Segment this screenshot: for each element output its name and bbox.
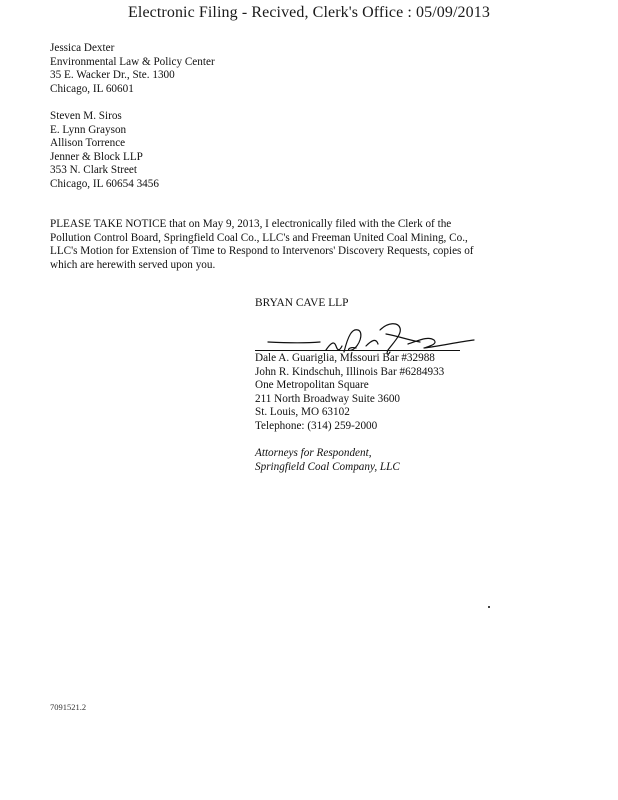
recipient-name: E. Lynn Grayson — [50, 123, 127, 136]
law-firm-name: BRYAN CAVE LLP — [255, 297, 349, 309]
client-name: Springfield Coal Company, LLC — [255, 460, 400, 473]
recipient-city: Chicago, IL 60654 3456 — [50, 177, 159, 190]
recipient-street: 35 E. Wacker Dr., Ste. 1300 — [50, 69, 175, 82]
signature-block — [255, 352, 444, 434]
attorney-name: John R. Kindschuh, Illinois Bar #6284933 — [255, 365, 445, 378]
recipient-organization: Jenner & Block LLP — [50, 150, 143, 163]
firm-city: St. Louis, MO 63102 — [255, 406, 350, 419]
firm-telephone: Telephone: (314) 259-2000 — [255, 419, 378, 432]
notice-line: PLEASE TAKE NOTICE that on May 9, 2013, I electronically filed with the Clerk of the — [50, 218, 452, 230]
notice-line: LLC's Motion for Extension of Time to Respond to Intervenors' Discovery Requests, copies of — [50, 245, 474, 258]
firm-address: 211 North Broadway Suite 3600 — [255, 392, 401, 405]
recipient-street: 353 N. Clark Street — [50, 164, 137, 177]
attorneys-for-block — [255, 447, 400, 474]
document-number: 7091521.2 — [50, 702, 87, 712]
filing-stamp-header: Electronic Filing - Recived, Clerk's Office : 05/09/2013 — [128, 4, 490, 21]
recipient-block-jenner — [50, 110, 159, 192]
firm-address: One Metropolitan Square — [255, 379, 369, 392]
stray-mark — [488, 606, 490, 608]
notice-line: which are herewith served upon you. — [50, 258, 216, 271]
attorney-name: Dale A. Guariglia, Missouri Bar #32988 — [255, 352, 435, 364]
recipient-name: Steven M. Siros — [50, 110, 122, 122]
recipient-city: Chicago, IL 60601 — [50, 82, 134, 95]
notice-line: Pollution Control Board, Springfield Coal Co., LLC's and Freeman United Coal Mining, Co., — [50, 231, 468, 244]
recipient-block-dexter — [50, 42, 215, 96]
recipient-name: Allison Torrence — [50, 137, 126, 150]
signature-line — [255, 350, 460, 351]
recipient-organization: Environmental Law & Policy Center — [50, 55, 215, 68]
notice-paragraph — [50, 218, 490, 272]
attorneys-for-line: Attorneys for Respondent, — [255, 447, 372, 459]
recipient-name: Jessica Dexter — [50, 42, 115, 54]
